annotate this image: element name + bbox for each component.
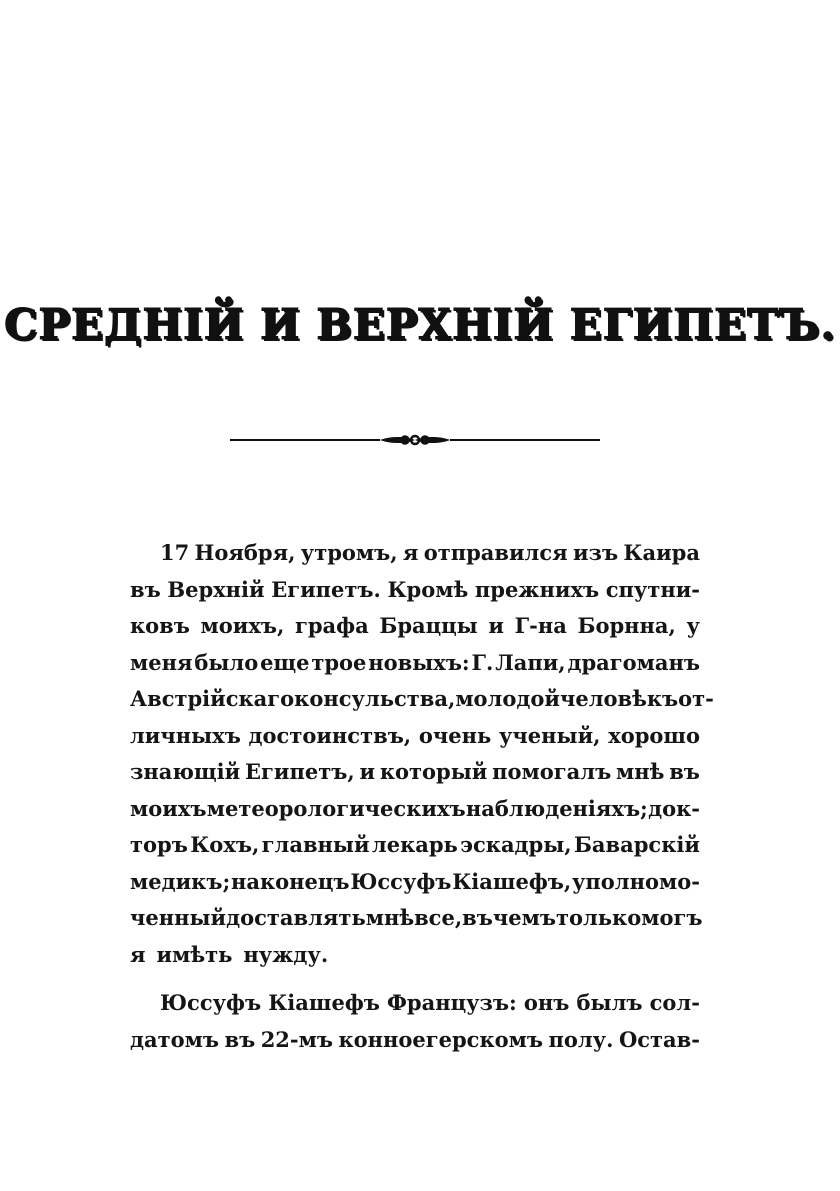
- text-line: датомъ въ 22-мъ конноегерскомъ полу. Остав-: [130, 1026, 700, 1052]
- text-line: медикъ; наконецъ Юссуфъ Кіашефъ, уполномо-: [130, 868, 700, 894]
- text-line: торъ Кохъ, главный лекарь эскадры, Баварскій: [130, 832, 700, 857]
- text-line: Юссуфъ Кіашефъ Французъ: онъ былъ сол-: [160, 990, 700, 1015]
- text-line: личныхъ достоинствъ, очень ученый, хорошо: [130, 722, 700, 748]
- text-line: ковъ моихъ, графа Браццы и Г-на Борнна, у: [130, 613, 700, 638]
- ornamental-divider: [230, 428, 600, 452]
- text-line: въ Верхній Египетъ. Кромѣ прежнихъ спутни-: [130, 576, 700, 602]
- paragraph-1: [130, 535, 714, 973]
- text-line: я имѣть нужду.: [130, 941, 329, 967]
- text-line: ченный доставлять мнѣ все, въ чемъ только могъ: [130, 905, 703, 930]
- text-line: моихъ метеорологическихъ наблюденіяхъ; док-: [130, 795, 700, 821]
- text-line: знающій Египетъ, и который помогалъ мнѣ въ: [130, 759, 700, 784]
- text-line: меня было еще трое новыхъ: Г. Лапи, драгоманъ: [130, 649, 700, 675]
- text-line: 17 Ноября, утромъ, я отправился изъ Каира: [160, 540, 700, 565]
- chapter-title: СРЕДНІЙ И ВЕРХНІЙ ЕГИПЕТЪ.: [3, 300, 837, 349]
- text-line: Австрійскаго консульства, молодой человѣкъ от-: [130, 686, 714, 711]
- body-text: [130, 535, 714, 1058]
- paragraph-2: [130, 985, 700, 1058]
